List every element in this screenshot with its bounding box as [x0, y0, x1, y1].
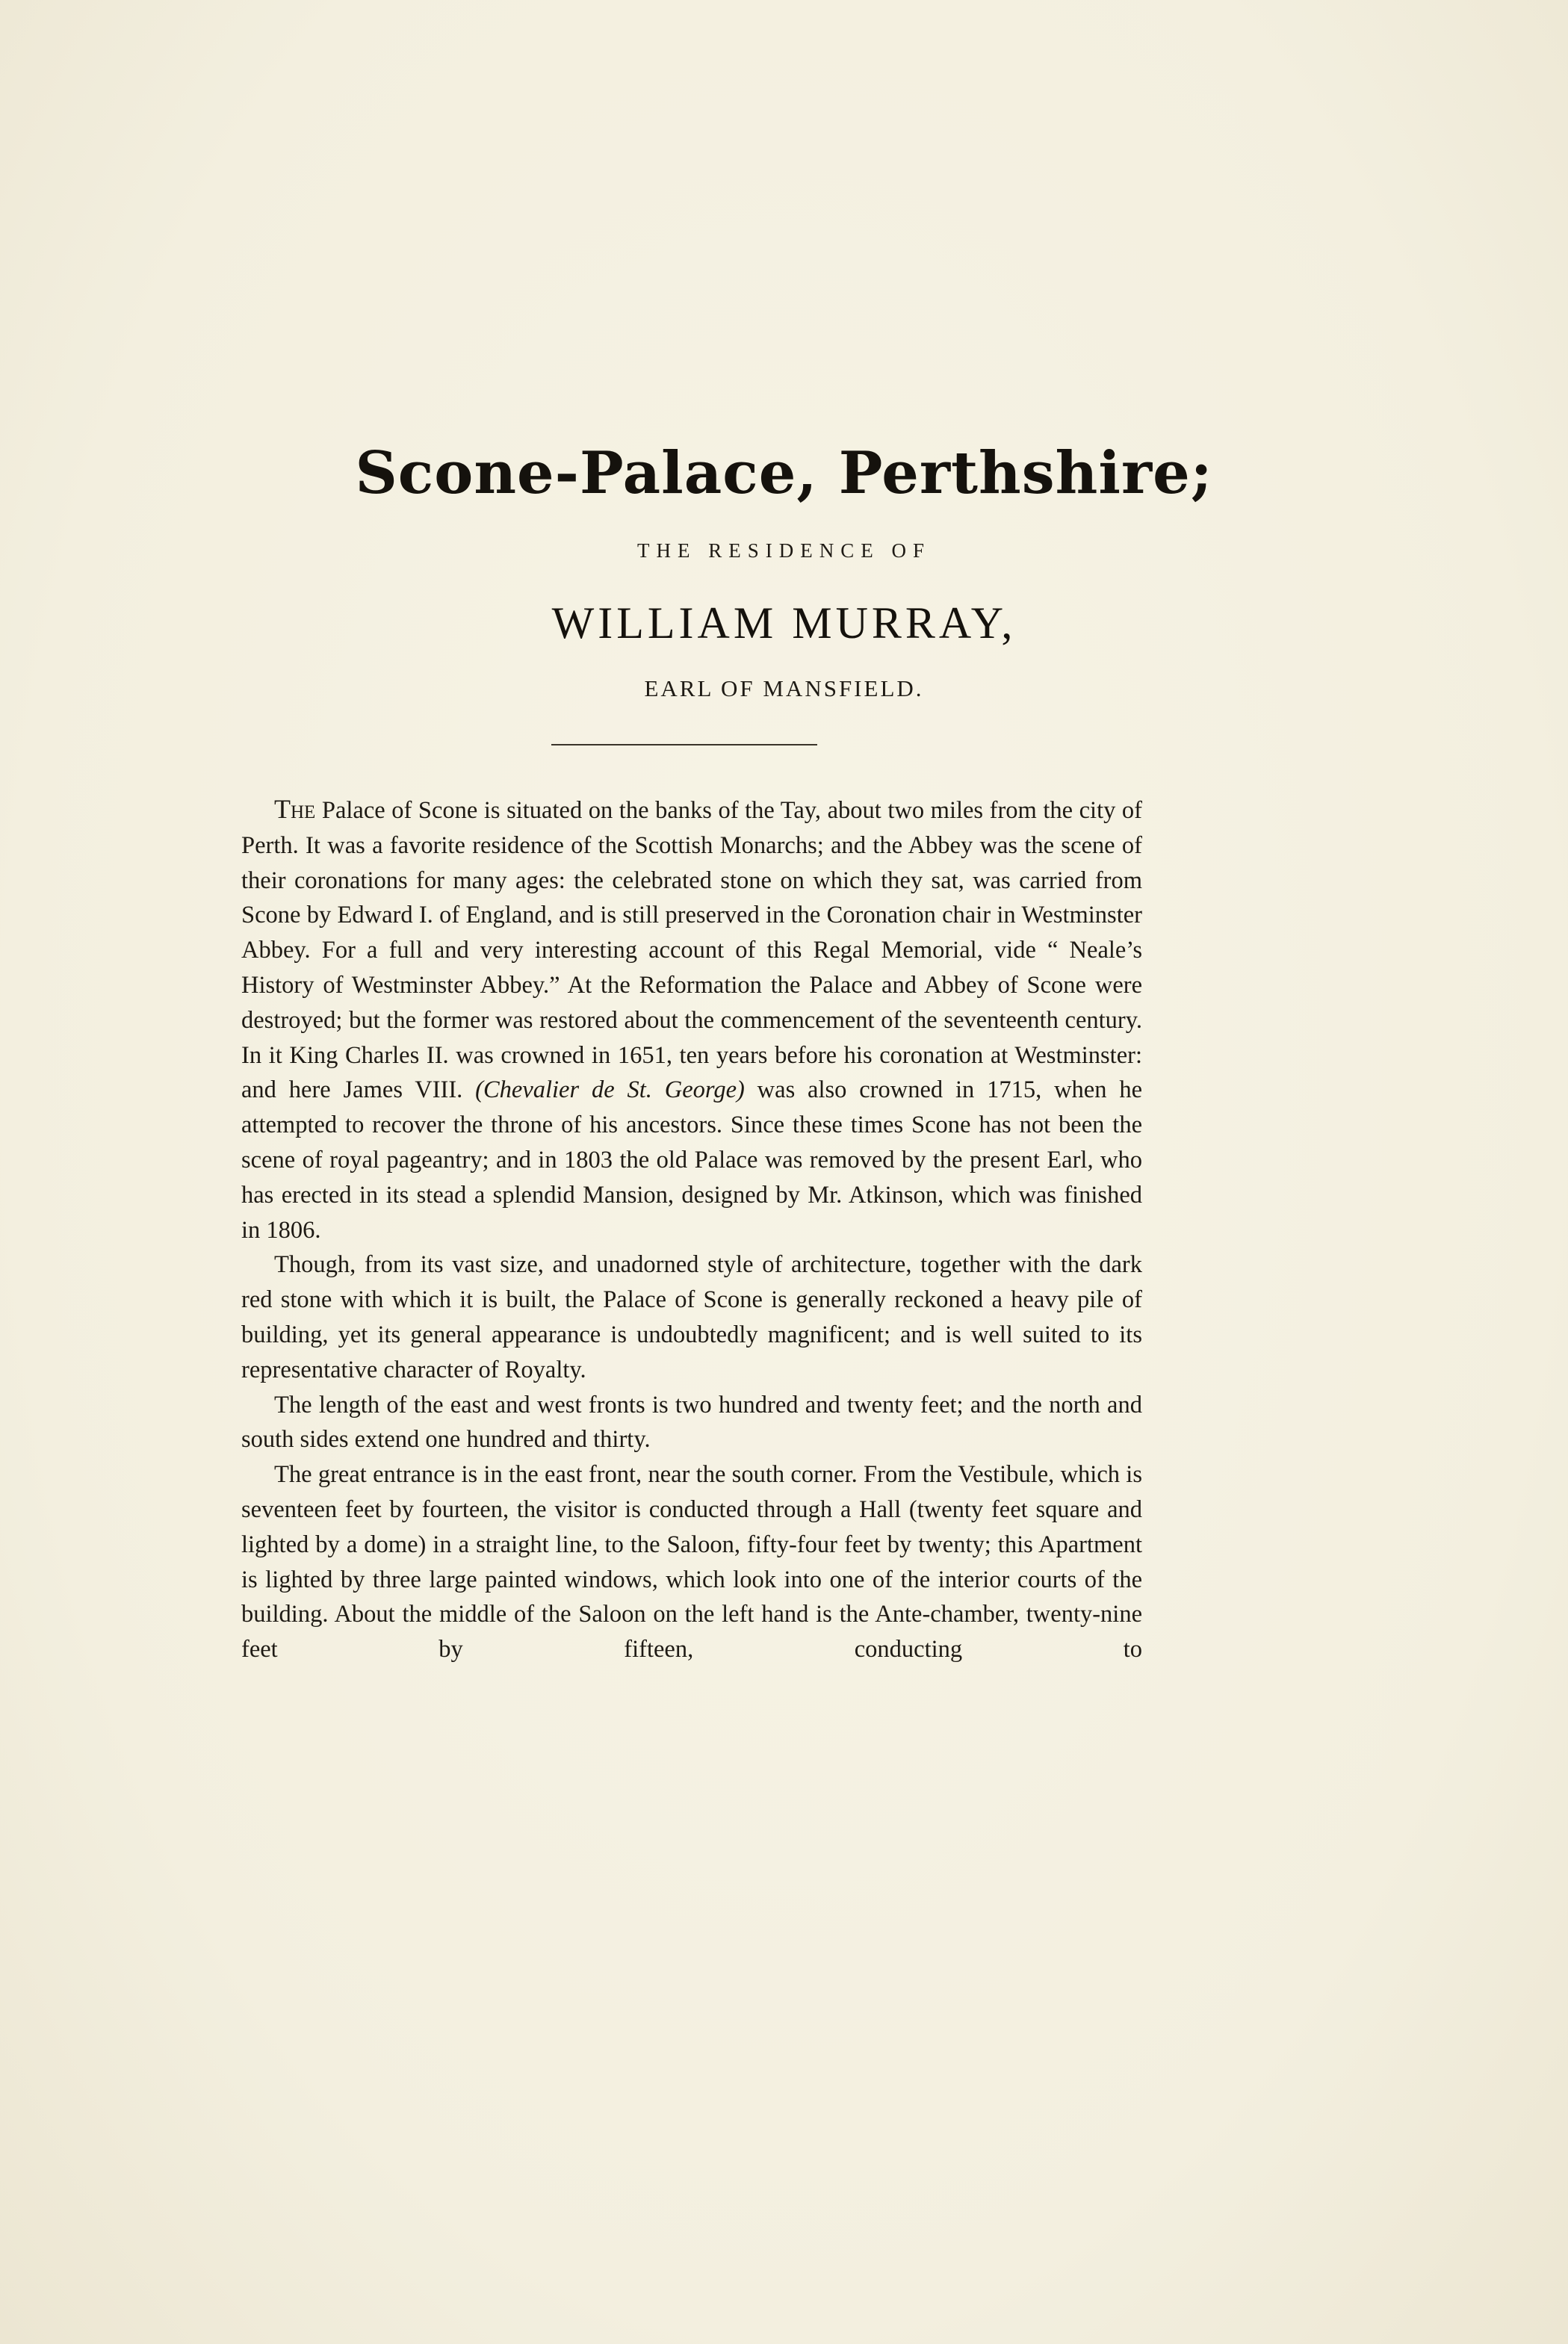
owner-name: WILLIAM MURRAY,	[551, 598, 1017, 648]
paragraph-1-text-cont: was also crowned in 1715, when he attempted to recover the throne of his ancestors. Since these times Scone has not been the scene of royal pageantry; and in 1803 the old Palace was removed by the present Earl, who has erected in its stead a splendid Mansion, designed by Mr. Atkinson, which was finished in 1806.	[241, 1076, 1143, 1244]
paragraph-3: The length of the east and west fronts is two hundred and twenty feet; and the north and south sides extend one hundred and thirty.	[241, 1391, 1142, 1454]
body-text	[241, 792, 1142, 1667]
owner-title: EARL OF MANSFIELD.	[644, 675, 924, 701]
lead-word: The	[274, 794, 316, 824]
divider-rule	[551, 744, 817, 745]
page-title: Scone-Palace, Perthshire;	[355, 439, 1213, 507]
paragraph-1-italic: (Chevalier de St. George)	[475, 1076, 745, 1104]
paragraph-4: The great entrance is in the east front, near the south corner. From the Vestibule, which is seventeen feet by fourteen, the visitor is conducted through a Hall (twenty feet square and lighted by a dome) in a straight line, to the Saloon, fifty-four feet by twenty; this Apartment is lighted by three large painted windows, which look into one of the interior courts of the building. About the middle of the Saloon on the left hand is the Ante-chamber, twenty-nine feet by fifteen, conducting to	[241, 1461, 1142, 1664]
paragraph-1-text: Palace of Scone is situated on the banks of the Tay, about two miles from the city of Perth. It was a favorite residence of the Scottish Monarchs; and the Abbey was the scene of their coronations for many ages: the celebrated stone on which they sat, was carried from Scone by Edward I. of England, and is still preserved in the Coronation chair in Westminster Abbey. For a full and very interesting account of this Regal Memorial, vide “ Neale’s History of Westminster Abbey.” At the Reformation the Palace and Abbey of Scone were destroyed; but the former was restored about the commencement of the seventeenth century. In it King Charles II. was crowned in 1651, ten years before his coronation at Westminster: and here James VIII.	[241, 797, 1142, 1104]
residence-line: THE RESIDENCE OF	[637, 539, 931, 562]
paragraph-2: Though, from its vast size, and unadorned style of architecture, together with the dark red stone with which it is built, the Palace of Scone is generally reckoned a heavy pile of building, yet its general appearance is undoubtedly magnificent; and is well suited to its representative character of Royalty.	[241, 1251, 1142, 1383]
paragraph-1	[241, 792, 1142, 1247]
